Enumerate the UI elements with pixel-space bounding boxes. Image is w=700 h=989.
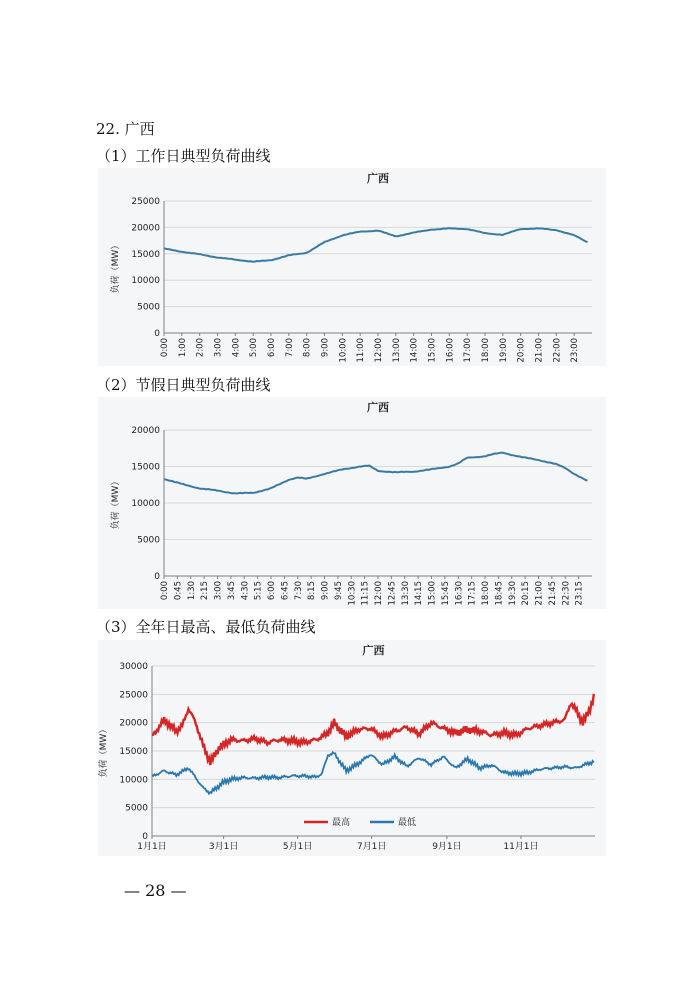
x-tick-label: 12:00 [374,338,384,363]
x-tick-label: 3:45 [226,581,237,601]
x-tick-label: 21:00 [534,338,545,363]
x-tick-label: 8:15 [307,581,318,601]
x-tick-label: 21:00 [534,581,545,606]
x-tick-label: 2:15 [200,581,211,601]
x-tick-label: 20:15 [521,581,532,606]
x-tick-label: 18:00 [481,338,491,363]
x-tick-label: 18:00 [481,581,491,606]
y-tick-label: 5000 [137,302,160,313]
x-tick-label: 16:00 [445,338,456,363]
x-tick-label: 6:00 [267,581,277,601]
x-tick-label: 13:30 [400,581,411,606]
x-tick-label: 16:30 [454,581,465,606]
x-tick-label: 3月1日 [208,842,239,852]
chart-title: 广西 [362,644,385,657]
workday-load-chart [98,168,606,366]
x-tick-label: 5月1日 [282,842,313,852]
x-tick-label: 3:00 [213,581,224,601]
legend-label: 最低 [398,818,417,828]
x-tick-label: 0:45 [173,581,184,601]
x-tick-label: 22:00 [552,338,563,363]
y-tick-label: 15000 [119,747,148,757]
y-tick-label: 15000 [131,249,160,260]
x-tick-label: 23:00 [570,338,581,363]
y-tick-label: 10000 [119,775,148,786]
x-tick-label: 12:00 [374,581,384,606]
workday-load-chart-svg [98,168,606,366]
x-tick-label: 19:00 [498,338,509,363]
x-tick-label: 4:00 [231,338,242,358]
x-tick-label: 21:45 [547,581,558,606]
x-tick-label: 5:00 [249,338,260,358]
x-tick-label: 5:15 [253,581,264,601]
y-tick-label: 0 [142,832,148,842]
x-tick-label: 10:30 [347,581,358,606]
section-title: 22. 广西 [96,120,155,138]
x-tick-label: 23:15 [574,581,585,606]
y-tick-label: 0 [154,329,160,339]
x-tick-label: 18:45 [494,581,505,606]
x-tick-label: 14:00 [409,338,420,363]
min-load-line [152,752,594,793]
x-tick-label: 9:00 [320,581,331,601]
chart-title: 广西 [367,401,389,414]
x-tick-label: 6:45 [280,581,291,601]
x-tick-label: 7月1日 [356,842,387,852]
y-tick-label: 5000 [125,803,148,814]
y-tick-label: 25000 [131,197,160,207]
annual-max-min-chart [98,640,606,856]
x-tick-label: 6:00 [267,338,277,358]
x-tick-label: 0:00 [160,338,170,358]
x-tick-label: 15:00 [427,338,438,363]
y-tick-label: 5000 [137,535,160,546]
y-tick-label: 25000 [119,690,148,701]
y-tick-label: 0 [154,572,160,582]
annual-max-min-chart-svg [98,640,606,856]
load-series-line [164,228,588,262]
chart-title: 广西 [367,172,389,185]
holiday-load-chart [98,397,606,609]
y-tick-label: 20000 [131,426,160,436]
x-tick-label: 7:00 [284,338,295,358]
heading-annual: （3）全年日最高、最低负荷曲线 [96,618,316,636]
x-tick-label: 13:00 [391,338,402,363]
y-tick-label: 15000 [131,462,160,473]
x-tick-label: 20:00 [516,338,527,363]
x-tick-label: 10:00 [338,338,349,363]
x-tick-label: 17:00 [463,338,474,363]
heading-holiday: （2）节假日典型负荷曲线 [96,376,271,394]
heading-workday: （1）工作日典型负荷曲线 [96,147,271,165]
x-tick-label: 8:00 [302,338,313,358]
x-tick-label: 14:15 [414,581,425,606]
y-axis-label: 负荷（MW） [99,724,109,778]
x-tick-label: 11:00 [356,338,367,363]
x-tick-label: 7:30 [293,581,304,601]
x-tick-label: 1:30 [186,581,197,601]
y-axis-label: 负荷（MW） [111,240,121,294]
x-tick-label: 9:45 [333,581,344,601]
x-tick-label: 9月1日 [432,842,462,852]
x-tick-label: 11月1日 [503,842,539,852]
load-series-line [164,453,588,494]
y-tick-label: 10000 [131,276,160,287]
y-tick-label: 30000 [119,662,148,672]
y-axis-label: 负荷（MW） [111,476,121,530]
y-tick-label: 20000 [119,718,148,729]
page-number: — 28 — [124,881,187,900]
y-tick-label: 20000 [131,223,160,234]
x-tick-label: 2:00 [195,338,206,358]
legend-label: 最高 [332,818,351,828]
x-tick-label: 15:45 [440,581,451,606]
x-tick-label: 22:30 [561,581,572,606]
x-tick-label: 1:00 [177,338,188,358]
x-tick-label: 15:00 [427,581,438,606]
x-tick-label: 11:15 [360,581,371,606]
x-tick-label: 3:00 [213,338,224,358]
x-tick-label: 4:30 [240,581,251,601]
x-tick-label: 9:00 [320,338,331,358]
max-load-line [152,694,594,765]
x-tick-label: 19:30 [507,581,518,606]
x-tick-label: 1月1日 [137,842,167,852]
y-tick-label: 10000 [131,499,160,509]
holiday-load-chart-svg [98,397,606,609]
x-tick-label: 0:00 [160,581,170,601]
x-tick-label: 17:15 [467,581,478,606]
x-tick-label: 12:45 [387,581,398,606]
